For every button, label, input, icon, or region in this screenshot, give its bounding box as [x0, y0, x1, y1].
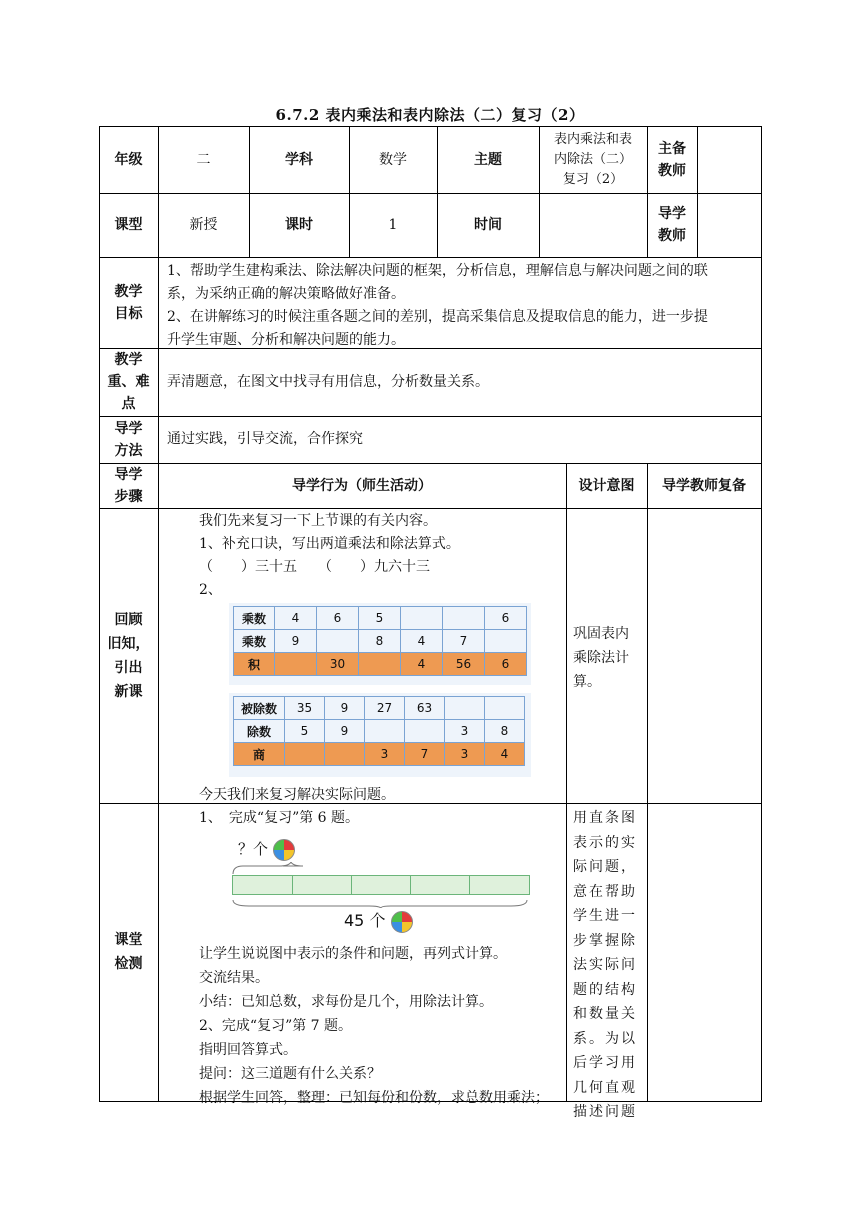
subject-value: 数学 [379, 151, 407, 168]
table-cell: 3 [365, 743, 405, 766]
topic-label: 主题 [474, 151, 502, 168]
ball-icon [391, 911, 413, 933]
review-intro: 我们先来复习一下上节课的有关内容。 1、补充口诀，写出两道乘法和除法算式。 （ ）三十五 （ ）九六十三 2、 [199, 513, 460, 598]
table-cell: 56 [443, 653, 485, 676]
table-row-label: 被除数 [234, 697, 285, 720]
table-cell [325, 743, 365, 766]
table-cell: 5 [359, 607, 401, 630]
table-cell: 30 [317, 653, 359, 676]
review-label: 回顾 旧知， 引出 新课 [107, 611, 150, 700]
table-cell [275, 653, 317, 676]
table-cell [485, 697, 525, 720]
method-label: 导学 方法 [114, 420, 143, 459]
table-cell: 7 [443, 630, 485, 653]
key-points-text: 弄清题意，在图文中找寻有用信息，分析数量关系。 [167, 374, 489, 390]
goals-label: 教学 目标 [114, 283, 143, 322]
ball-icon [273, 839, 295, 861]
key-points-label: 教学 重、难 点 [107, 352, 150, 412]
table-cell: 4 [485, 743, 525, 766]
review-closing: 今天我们来复习解决实际问题。 [199, 787, 395, 803]
review-intent: 巩固表内 乘除法计 算。 [573, 626, 629, 690]
table-cell: 4 [401, 630, 443, 653]
table-cell: 6 [485, 607, 527, 630]
table-cell: 9 [325, 697, 365, 720]
table-cell: 4 [401, 653, 443, 676]
topic-value: 表内乘法和表 内除法（二） 复习（2） [553, 131, 632, 187]
lead-teacher-value[interactable] [697, 126, 761, 193]
division-table [233, 696, 525, 766]
table-cell: 63 [405, 697, 445, 720]
page-title: 6.7.2 表内乘法和表内除法（二）复习（2） [275, 106, 585, 124]
table-cell [405, 720, 445, 743]
table-cell [285, 743, 325, 766]
table-row-label: 积 [234, 653, 275, 676]
table-row-label: 商 [234, 743, 285, 766]
table-cell: 27 [365, 697, 405, 720]
table-cell: 6 [485, 653, 527, 676]
table-cell: 7 [405, 743, 445, 766]
subject-label: 学科 [285, 151, 313, 168]
table-cell [443, 607, 485, 630]
review-header: 导学教师复备 [662, 477, 746, 494]
method-text: 通过实践，引导交流，合作探究 [167, 431, 363, 447]
diagram-bottom-label: 45 个 [344, 908, 413, 933]
grade-value: 二 [196, 151, 211, 168]
grade-label: 年级 [114, 151, 143, 168]
type-label: 课型 [114, 217, 143, 233]
table-cell: 3 [445, 720, 485, 743]
table-cell [485, 630, 527, 653]
multiplication-table [233, 606, 527, 676]
lead-teacher-label: 主备 教师 [658, 140, 686, 179]
goals-text: 1、帮助学生建构乘法、除法解决问题的框架，分析信息，理解信息与解决问题之间的联 系，为采纳正确的解决策略做好准备。 2、在讲解练习的时候注重各题之间的差别，提高采集信息及提取信息的能力，进一步提 升学生审题、分析和解决问题的能力。 [167, 263, 708, 348]
table-row-label: 乘数 [234, 630, 275, 653]
table-cell [317, 630, 359, 653]
table-cell: 4 [275, 607, 317, 630]
type-value: 新授 [189, 217, 218, 233]
diagram-top-label: ？个 [238, 838, 295, 861]
lesson-plan-table [99, 126, 762, 1120]
period-value: 1 [388, 217, 398, 233]
period-label: 课时 [285, 217, 313, 233]
time-value[interactable] [539, 193, 647, 257]
table-cell [365, 720, 405, 743]
table-cell: 6 [317, 607, 359, 630]
check-item-1: 1、 完成“复习”第 6 题。 [199, 810, 360, 826]
table-cell: 35 [285, 697, 325, 720]
table-cell: 8 [485, 720, 525, 743]
table-cell [445, 697, 485, 720]
table-row-label: 乘数 [234, 607, 275, 630]
table-cell: 5 [285, 720, 325, 743]
steps-label: 导学 步骤 [114, 466, 143, 505]
table-cell [401, 607, 443, 630]
time-label: 时间 [474, 217, 502, 233]
activity-header: 导学行为（师生活动） [292, 477, 432, 494]
table-cell: 8 [359, 630, 401, 653]
bar-diagram [232, 875, 530, 895]
table-cell: 9 [275, 630, 317, 653]
check-label: 课堂 检测 [114, 932, 143, 972]
guide-teacher-label: 导学 教师 [658, 206, 686, 244]
check-text: 让学生说说图中表示的条件和问题，再列式计算。 交流结果。 小结：已知总数，求每份是几个，用除法计算。 2、完成“复习”第 7 题。 指明回答算式。 提问：这三道题有什么关系？ 根据学生回答，整理：已知每份和份数，求总数用乘法； [199, 946, 549, 1106]
table-cell: 3 [445, 743, 485, 766]
guide-teacher-value[interactable] [697, 193, 761, 257]
check-intent: 用直条图 表示的实 际问题， 意在帮助 学生进一 步掌握除 法实际问 题的结构 和数量关 系。为以 后学习用 几何直观 描述问题 [573, 810, 637, 1120]
design-header: 设计意图 [578, 477, 635, 494]
table-cell [359, 653, 401, 676]
table-row-label: 除数 [234, 720, 285, 743]
table-cell: 9 [325, 720, 365, 743]
